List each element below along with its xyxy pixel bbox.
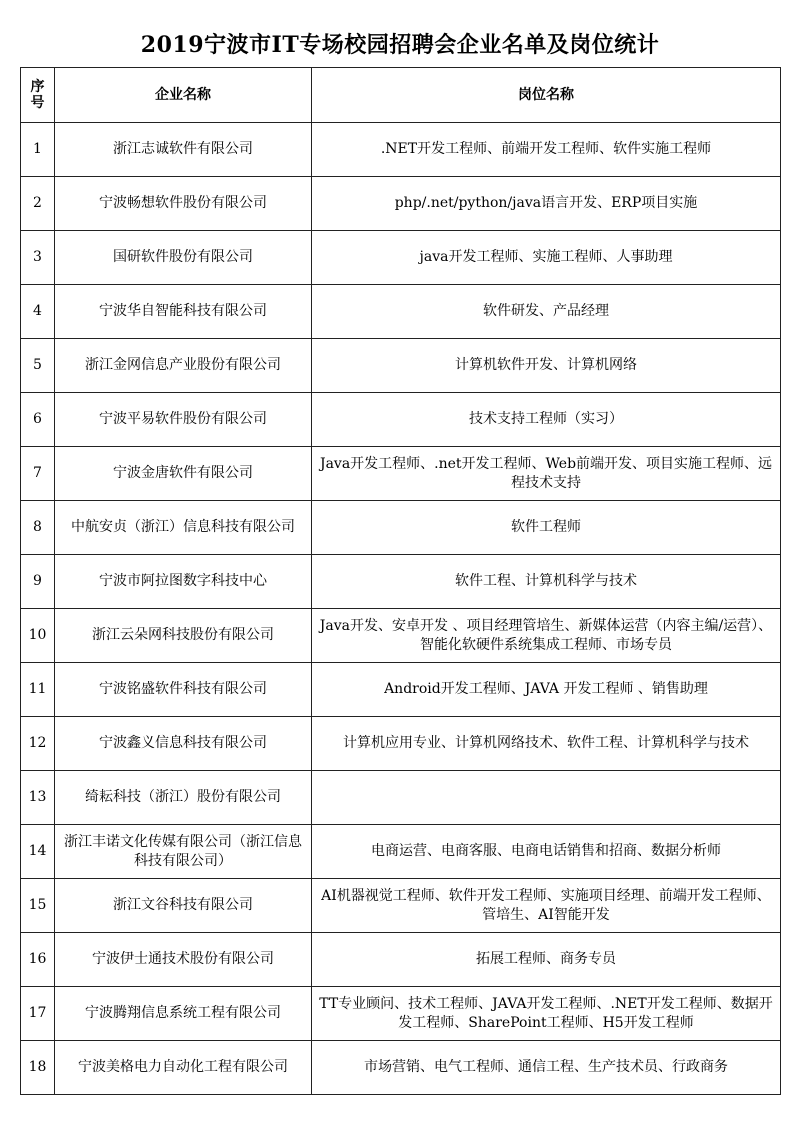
table-row (21, 447, 781, 501)
positions-cell: 软件工程、计算机科学与技术 (312, 555, 781, 609)
table-row (21, 339, 781, 393)
table-row (21, 987, 781, 1041)
positions-cell: Android开发工程师、JAVA 开发工程师 、销售助理 (312, 663, 781, 717)
positions-cell: 技术支持工程师（实习） (312, 393, 781, 447)
company-name-cell: 中航安贞（浙江）信息科技有限公司 (55, 501, 312, 555)
row-num-cell: 13 (21, 771, 55, 825)
row-num-cell: 4 (21, 285, 55, 339)
positions-cell: TT专业顾问、技术工程师、JAVA开发工程师、.NET开发工程师、数据开发工程师、SharePoint工程师、H5开发工程师 (312, 987, 781, 1041)
table-row (21, 663, 781, 717)
positions-cell: .NET开发工程师、前端开发工程师、软件实施工程师 (312, 123, 781, 177)
company-name-cell: 宁波畅想软件股份有限公司 (55, 177, 312, 231)
table-row (21, 717, 781, 771)
row-num-cell: 16 (21, 933, 55, 987)
row-num-cell: 9 (21, 555, 55, 609)
positions-cell: 软件研发、产品经理 (312, 285, 781, 339)
row-num-cell: 11 (21, 663, 55, 717)
table-header-row (21, 68, 781, 123)
company-name-cell: 宁波平易软件股份有限公司 (55, 393, 312, 447)
company-name-cell: 宁波金唐软件有限公司 (55, 447, 312, 501)
table-row (21, 1041, 781, 1095)
positions-cell: 拓展工程师、商务专员 (312, 933, 781, 987)
row-num-cell: 5 (21, 339, 55, 393)
company-name-cell: 宁波华自智能科技有限公司 (55, 285, 312, 339)
company-name-cell: 绮耘科技（浙江）股份有限公司 (55, 771, 312, 825)
table-row (21, 555, 781, 609)
positions-cell: 计算机应用专业、计算机网络技术、软件工程、计算机科学与技术 (312, 717, 781, 771)
positions-cell: php/.net/python/java语言开发、ERP项目实施 (312, 177, 781, 231)
table-row (21, 177, 781, 231)
table-row (21, 393, 781, 447)
table-row (21, 933, 781, 987)
company-name-cell: 宁波市阿拉图数字科技中心 (55, 555, 312, 609)
positions-cell: Java开发、安卓开发 、项目经理管培生、新媒体运营（内容主编/运营）、智能化软硬件系统集成工程师、市场专员 (312, 609, 781, 663)
row-num-cell: 12 (21, 717, 55, 771)
positions-cell: java开发工程师、实施工程师、人事助理 (312, 231, 781, 285)
company-name-cell: 浙江金网信息产业股份有限公司 (55, 339, 312, 393)
company-table (20, 67, 781, 1095)
header-company: 企业名称 (55, 68, 312, 123)
header-num: 序号 (21, 68, 55, 123)
row-num-cell: 17 (21, 987, 55, 1041)
row-num-cell: 7 (21, 447, 55, 501)
row-num-cell: 3 (21, 231, 55, 285)
table-row (21, 123, 781, 177)
table-row (21, 609, 781, 663)
row-num-cell: 2 (21, 177, 55, 231)
positions-cell: 软件工程师 (312, 501, 781, 555)
table-row (21, 231, 781, 285)
positions-cell: Java开发工程师、.net开发工程师、Web前端开发、项目实施工程师、远程技术支持 (312, 447, 781, 501)
row-num-cell: 6 (21, 393, 55, 447)
header-positions: 岗位名称 (312, 68, 781, 123)
positions-cell: AI机器视觉工程师、软件开发工程师、实施项目经理、前端开发工程师、管培生、AI智能开发 (312, 879, 781, 933)
positions-cell: 电商运营、电商客服、电商电话销售和招商、数据分析师 (312, 825, 781, 879)
company-name-cell: 浙江丰诺文化传媒有限公司（浙江信息科技有限公司） (55, 825, 312, 879)
row-num-cell: 1 (21, 123, 55, 177)
row-num-cell: 18 (21, 1041, 55, 1095)
row-num-cell: 15 (21, 879, 55, 933)
company-name-cell: 宁波美格电力自动化工程有限公司 (55, 1041, 312, 1095)
company-name-cell: 宁波伊士通技术股份有限公司 (55, 933, 312, 987)
table-row (21, 825, 781, 879)
company-name-cell: 浙江云朵网科技股份有限公司 (55, 609, 312, 663)
row-num-cell: 14 (21, 825, 55, 879)
company-name-cell: 浙江志诚软件有限公司 (55, 123, 312, 177)
row-num-cell: 10 (21, 609, 55, 663)
table-row (21, 771, 781, 825)
row-num-cell: 8 (21, 501, 55, 555)
company-name-cell: 宁波铭盛软件科技有限公司 (55, 663, 312, 717)
positions-cell: 计算机软件开发、计算机网络 (312, 339, 781, 393)
company-name-cell: 浙江文谷科技有限公司 (55, 879, 312, 933)
company-name-cell: 宁波腾翔信息系统工程有限公司 (55, 987, 312, 1041)
company-name-cell: 宁波鑫义信息科技有限公司 (55, 717, 312, 771)
table-row (21, 501, 781, 555)
table-row (21, 879, 781, 933)
company-name-cell: 国研软件股份有限公司 (55, 231, 312, 285)
positions-cell (312, 771, 781, 825)
table-row (21, 285, 781, 339)
page-title: 2019宁波市IT专场校园招聘会企业名单及岗位统计 (140, 32, 660, 58)
table-body (21, 123, 781, 1095)
positions-cell: 市场营销、电气工程师、通信工程、生产技术员、行政商务 (312, 1041, 781, 1095)
